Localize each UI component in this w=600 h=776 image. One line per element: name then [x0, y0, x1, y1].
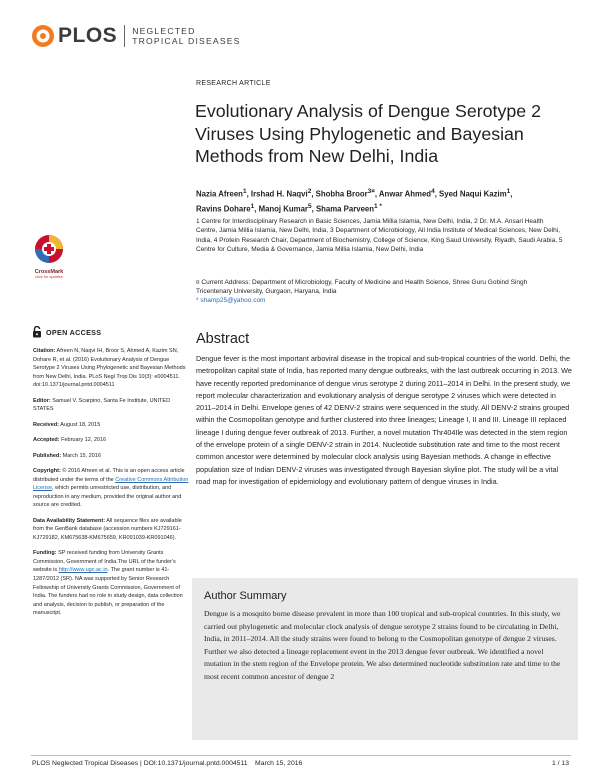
page-number: 1 / 13 [551, 760, 569, 767]
author-affil: 4 [431, 188, 435, 195]
received-date: August 18, 2015 [60, 421, 101, 428]
author-affil: 1 [242, 188, 247, 195]
copyright [33, 467, 191, 510]
corresponding-email[interactable]: * shamp25@yahoo.com [196, 297, 266, 304]
copyright-text: © 2016 Afreen et al. This is an open access article distributed under the terms of the [33, 467, 185, 483]
author-affil: 2 [307, 188, 312, 195]
author-name[interactable]: Irshad H. Naqvi [250, 189, 308, 199]
logo-divider [124, 25, 125, 47]
open-access [32, 326, 101, 338]
article-title: Evolutionary Analysis of Dengue Serotype 2 Viruses Using Phylogenetic and Bayesian Methods from New Delhi, India [195, 101, 541, 166]
accepted-label: Accepted: [33, 437, 60, 444]
journal-name-line2: TROPICAL DISEASES [132, 36, 241, 46]
data-availability-text: All sequence files are available from the GenBank database (accession numbers KJ729161-KJ729182, KM675638-KM675659, KR091039-KR091046). [33, 517, 182, 541]
received [33, 421, 191, 430]
open-access-label: OPEN ACCESS [46, 327, 102, 337]
author-name[interactable]: Manoj Kumar [258, 204, 308, 214]
editor-text: Samuel V. Scarpino, Santa Fe Institute, UNITED STATES [33, 397, 171, 413]
crossmark-badge[interactable] [32, 234, 66, 280]
funder-link[interactable]: http://www.ugc.ac.in [58, 567, 108, 574]
article-metadata [33, 347, 191, 625]
plos-logo-icon [31, 24, 55, 48]
abstract-text: Dengue fever is the most important arboviral disease in the tropical and sub-tropical countries of the world. Delhi, the metropolitan capital state of India, has reported many dengue outbreaks, with the last outbreak occurring in 2013. We have recently reported predominance of dengue virus serotype 2 during 2011–2014 in Delhi. In the present study, we report molecular characterization and evolutionary analysis of dengue serotype 2 viruses which were detected in 2011–2014 in Delhi. Envelope genes of 42 DENV-2 strains were sequenced in the study. All DENV-2 strains grouped within the Cosmopolitan genotype and further clustered into three lineages; Lineage I, II and III. Lineage III replaced lineage I during dengue fever outbreak of 2013. Further, a novel mutation Thr404Ile was detected in the stem region of the envelope protein of a single DENV-2 strain in 2014. Nucleotide substitution rate and time to the most recent common ancestor were determined by molecular clock analysis using Bayesian methods. A change in effective population size of Indian DENV-2 viruses was investigated through Bayesian skyline plot. The study will be a vital road map for investigation of epidemiology and evolutionary pattern of dengue viruses in India. [196, 354, 572, 486]
crossmark-label: CrossMark [34, 269, 64, 275]
author-affil: 1 [250, 203, 255, 211]
affiliations: 1 Centre for Interdisciplinary Research in Basic Sciences, Jamia Millia Islamia, New Delhi, India, 2 Dr. M.A. Ansari Health Centre, Jamia Millia Islamia, New Delhi, India, 3 Department of Microbiology, All India Institute of Medical Sciences, New Delhi, India, 4 Protein Research Chair, Department of Biochemistry, College of Science, King Saud University, Riyadh, Saudi Arabia, 5 Centre for Culture, Media & Governance, Jamia Millia Islamia, New Delhi, India [196, 218, 563, 253]
author-affil: 1 [506, 188, 511, 195]
crossmark-sub: click for updates [35, 275, 63, 279]
author-affil: 1 * [374, 203, 382, 211]
editor-label: Editor: [33, 397, 51, 404]
author-affil: 5 [307, 203, 312, 211]
editor [33, 397, 191, 414]
footer-citation: PLOS Neglected Tropical Diseases | DOI:10.1371/journal.pntd.0004511 March 15, 2016 [32, 760, 303, 767]
copyright-label: Copyright: [33, 467, 61, 474]
received-label: Received: [33, 421, 59, 428]
abstract-heading: Abstract [196, 331, 250, 347]
citation-text: Afreen N, Naqvi IH, Broor S, Ahmed A, Kazim SN, Dohare R, et al. (2016) Evolutionary Analysis of Dengue Serotype 2 Viruses Using Phylogenetic and Bayesian Methods from New Delhi, India. PLoS Negl Trop Dis 10(3): e0004511. doi:10.1371/journal.pntd.0004511 [33, 348, 186, 389]
journal-name-line1: NEGLECTED [132, 26, 196, 36]
citation-label: Citation: [33, 348, 56, 354]
crossmark-icon [34, 234, 64, 264]
author-name[interactable]: Shobha Broor [315, 189, 368, 199]
author-affil: 3¤ [367, 188, 375, 195]
author-summary-heading: Author Summary [204, 590, 287, 602]
funding [33, 549, 191, 618]
open-lock-icon [32, 326, 42, 338]
footer-divider [31, 755, 571, 756]
plos-logo[interactable] [31, 22, 241, 50]
funding-text-end: . The grant number is 41-1287/2012 (SR). NA was supported by Senior Research Fellowship of University Grants Commission, Government of India. The funders had no role in study design, data collection and analysis, decision to publish, or preparation of the manuscript. [33, 567, 183, 617]
author-name[interactable]: Ravins Dohare [196, 204, 251, 214]
data-availability-label: Data Availability Statement: [33, 517, 106, 524]
funding-text: SP received funding from University Grants Commission, Government of India.The URL of the funder's website is [33, 550, 176, 574]
citation [33, 347, 191, 390]
author-name[interactable]: Syed Naqui Kazim [439, 189, 507, 199]
article-type: RESEARCH ARTICLE [196, 80, 271, 87]
current-address: ¤ Current Address: Department of Microbiology, Faculty of Medicine and Health Science, Shree Guru Gobind Singh Tricentenary University, Gurgaon, Haryana, India [196, 279, 528, 296]
published-date: March 15, 2016 [62, 452, 101, 459]
accepted [33, 436, 191, 445]
license-link[interactable]: Creative Commons Attribution License [33, 476, 189, 492]
data-availability [33, 517, 191, 543]
author-list: Nazia Afreen$^1$, Irshad H. Naqvi$^2$, Shobha Broor$^{3¤}$, Anwar Ahmed$^4$, Syed Naqui Kazim$^1$, Ravins Dohare$^1$, Manoj Kumar$^5$, Shama Parveen$^{1 *}$ [196, 188, 513, 214]
accepted-date: February 12, 2016 [61, 437, 107, 444]
published-label: Published: [33, 452, 62, 459]
author-name[interactable]: Nazia Afreen [196, 189, 243, 199]
logo-text: PLOS [58, 24, 118, 47]
journal-name [132, 26, 240, 46]
author-name[interactable]: Shama Parveen [315, 204, 375, 214]
copyright-text-end: , which permits unrestricted use, distribution, and reproduction in any medium, provided the original author and source are credited. [33, 485, 182, 509]
author-name[interactable]: Anwar Ahmed [378, 189, 432, 199]
published [33, 452, 191, 461]
funding-label: Funding: [33, 550, 57, 557]
author-summary-text: Dengue is a mosquito borne disease prevalent in more than 100 tropical and sub-tropical countries. In this study, we carried out phylogenetic and molecular clock analysis of dengue serotype 2 strains found to be circulating in Delhi, India, in 2011–2014. All the study strains were found to belong to the Cosmopolitan genotype of dengue 2 viruses. Further we also detected a lineage replacement event in the 2013 dengue fever outbreak. We identified a novel mutation in the stem region of the Envelope protein. We also determined nucleotide substitution rate and time to the most recent common ancestor of dengue 2 [204, 609, 561, 681]
